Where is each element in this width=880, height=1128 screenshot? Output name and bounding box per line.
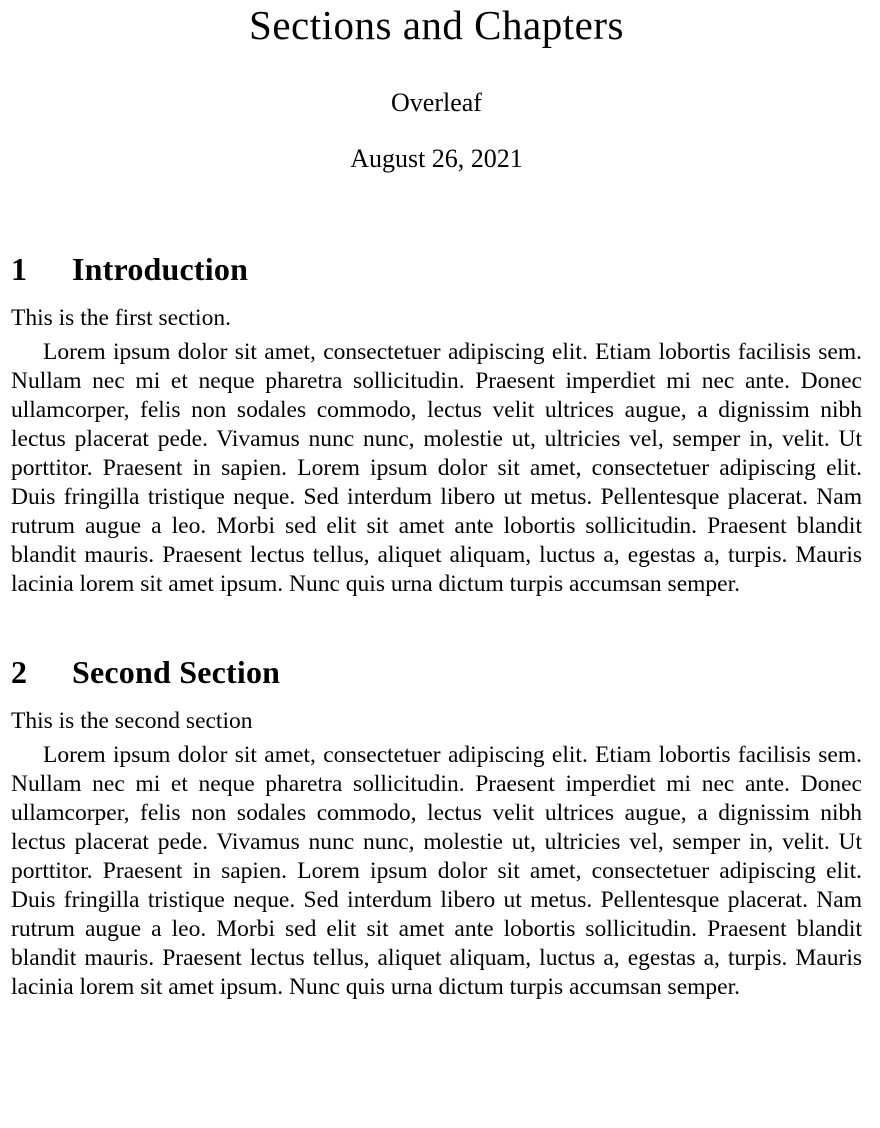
section-2-number: 2	[11, 654, 28, 690]
section-2-body-paragraph: Lorem ipsum dolor sit amet, consectetuer adipiscing elit. Etiam lobortis facilisis sem. Nullam nec mi et neque pharetra sollicitudin. Praesent imperdiet mi nec ante. Donec ullamcorper, felis non sodales commodo, lectus velit ultrices augue, a dignissim nibh lectus placerat pede. Vivamus nunc nunc, molestie ut, ultricies vel, semper in, velit. Ut porttitor. Praesent in sapien. Lorem ipsum dolor sit amet, consectetuer adipiscing elit. Duis fringilla tristique neque. Sed interdum libero ut metus. Pellentesque placerat. Nam rutrum augue a leo. Morbi sed elit sit amet ante lobortis sollicitudin. Praesent blandit blandit mauris. Praesent lectus tellus, aliquet aliquam, luctus a, egestas a, turpis. Mauris lacinia lorem sit amet ipsum. Nunc quis urna dictum turpis accumsan semper.	[11, 742, 862, 1000]
section-1-number: 1	[11, 251, 28, 287]
section-1-title: Introduction	[72, 251, 249, 287]
author-line: Overleaf	[391, 88, 482, 117]
date-line: August 26, 2021	[350, 144, 523, 173]
section-2-lead-paragraph: This is the second section	[11, 708, 253, 734]
section-2-heading	[11, 654, 862, 690]
section-second-section	[11, 654, 862, 1002]
section-1-heading	[11, 251, 862, 287]
section-introduction	[11, 251, 862, 599]
text-block	[11, 2, 862, 1002]
section-1-lead-paragraph: This is the first section.	[11, 305, 231, 331]
section-1-body-paragraph: Lorem ipsum dolor sit amet, consectetuer adipiscing elit. Etiam lobortis facilisis sem. Nullam nec mi et neque pharetra sollicitudin. Praesent imperdiet mi nec ante. Donec ullamcorper, felis non sodales commodo, lectus velit ultrices augue, a dignissim nibh lectus placerat pede. Vivamus nunc nunc, molestie ut, ultricies vel, semper in, velit. Ut porttitor. Praesent in sapien. Lorem ipsum dolor sit amet, consectetuer adipiscing elit. Duis fringilla tristique neque. Sed interdum libero ut metus. Pellentesque placerat. Nam rutrum augue a leo. Morbi sed elit sit amet ante lobortis sollicitudin. Praesent blandit blandit mauris. Praesent lectus tellus, aliquet aliquam, luctus a, egestas a, turpis. Mauris lacinia lorem sit amet ipsum. Nunc quis urna dictum turpis accumsan semper.	[11, 339, 862, 597]
section-2-title: Second Section	[72, 654, 281, 690]
page-title: Sections and Chapters	[249, 2, 624, 48]
